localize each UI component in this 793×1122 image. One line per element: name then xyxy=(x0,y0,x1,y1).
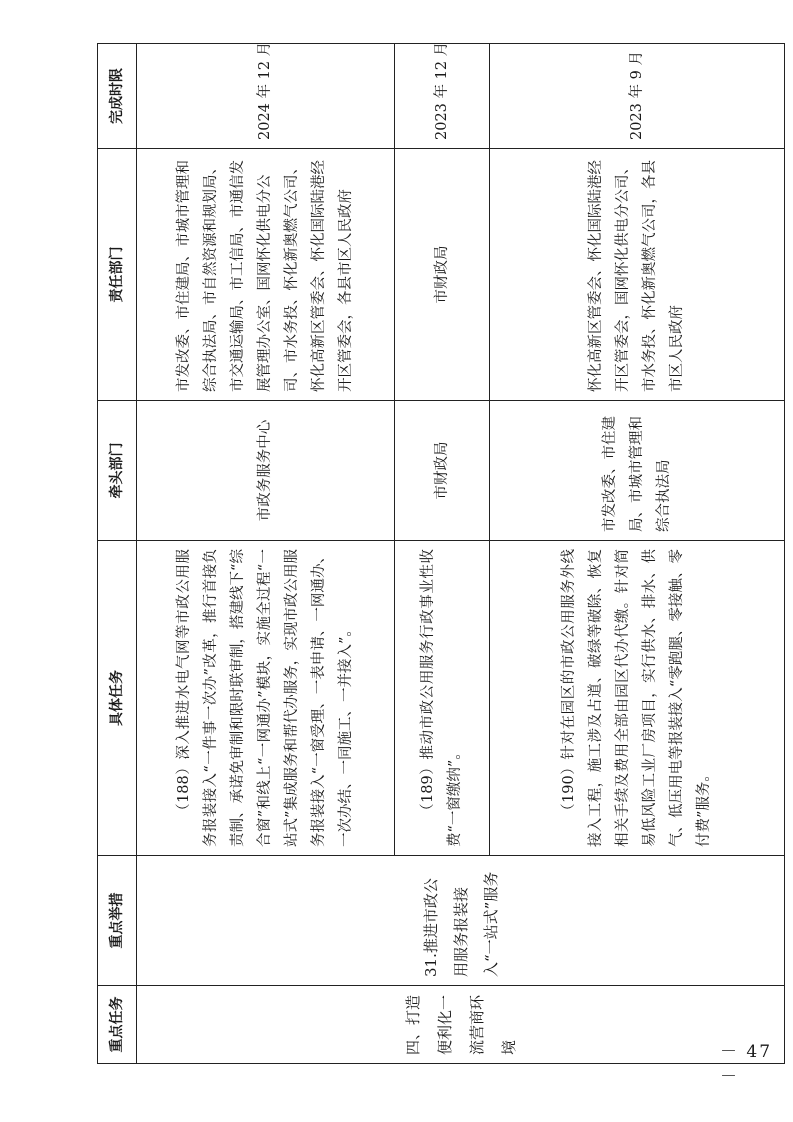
deadline-cell: 2023 年 12 月 xyxy=(395,44,490,149)
responsible-cell: 市发改委、市住建局、市城市管理和综合执法局、市自然资源和规划局、市交通运输局、市工信局、市通信发展管理办公室、国网怀化供电分公司、市水务投、怀化新奥燃气公司、怀化高新区管委会、怀化国际陆港经开区管委会，各县市区人民政府 xyxy=(137,149,395,401)
deadline-cell: 2024 年 12 月 xyxy=(137,44,395,149)
table-header-row xyxy=(98,44,137,1064)
detail-cell: （188）深入推进水电气网等市政公用服务报装接入“一件事一次办”改革，推行首接负责制、承诺免审制和限时联审制，搭建线下“综合窗”和线上“一网通办”模块，实施全过程“一站式”集成服务和帮代办服务，实现市政公用服务报装接入“一窗受理、一表申请、一网通办、一次办结、一同施工、一并接入”。 xyxy=(137,541,395,856)
task-cell: 四、打造便利化一流营商环境 xyxy=(137,986,785,1064)
header-responsible: 责任部门 xyxy=(98,149,137,401)
page-number: － 47 － xyxy=(720,1042,773,1087)
lead-cell: 市财政局 xyxy=(395,401,490,541)
measure-cell: 31.推进市政公用服务报装接入“一站式”服务 xyxy=(137,856,785,986)
header-measure: 重点举措 xyxy=(98,856,137,986)
detail-cell: （190）针对在园区的市政公用服务外线接入工程，施工涉及占道、破绿等破除、恢复相关手续及费用全部由园区代办代缴。针对简易低风险工业厂房项目，实行供水、排水、供气、低压用电等报装接入“零跑腿、零接触、零付费”服务。 xyxy=(490,541,785,856)
detail-cell: （189）推动市政公用服务行政事业性收费“一窗缴纳”。 xyxy=(395,541,490,856)
lead-cell: 市发改委、市住建局、市城市管理和综合执法局 xyxy=(490,401,785,541)
header-task: 重点任务 xyxy=(98,986,137,1064)
header-detail: 具体任务 xyxy=(98,541,137,856)
responsible-cell: 市财政局 xyxy=(395,149,490,401)
responsible-cell: 怀化高新区管委会、怀化国际陆港经开区管委会，国网怀化供电分公司、市水务投、怀化新奥燃气公司，各县市区人民政府 xyxy=(490,149,785,401)
task-table xyxy=(97,43,785,1064)
lead-cell: 市政务服务中心 xyxy=(137,401,395,541)
deadline-cell: 2023 年 9 月 xyxy=(490,44,785,149)
header-lead: 牵头部门 xyxy=(98,401,137,541)
header-deadline: 完成时限 xyxy=(98,44,137,149)
table-row xyxy=(137,44,395,1064)
